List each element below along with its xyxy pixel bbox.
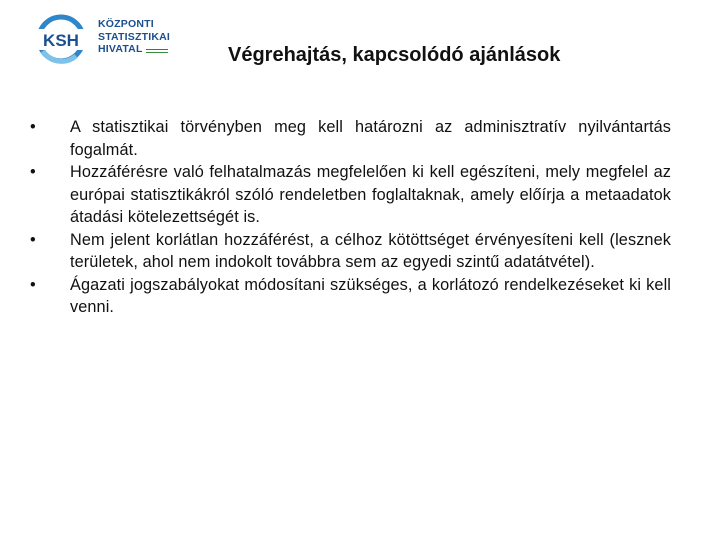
slide-title: Végrehajtás, kapcsolódó ajánlások xyxy=(228,44,561,66)
bullet-text: A statisztikai törvényben meg kell határozni az adminisztratív nyilvántartás fogalmát. xyxy=(70,118,671,159)
logo-line-2: STATISZTIKAI xyxy=(98,30,171,43)
logo-line-3: HIVATAL xyxy=(98,43,143,55)
logo-flag-stripes xyxy=(146,49,168,53)
bullet-text: Nem jelent korlátlan hozzáférést, a célhoz kötöttséget érvényesíteni kell (lesznek területek, ahol nem indokolt továbbra sem az egyedi szintű adatátvétel). xyxy=(70,230,671,271)
ksh-logo-abbr: KSH xyxy=(43,31,79,50)
bullet-item xyxy=(30,229,671,274)
bullet-text: Ágazati jogszabályokat módosítani szükséges, a korlátozó rendelkezéseket ki kell venni. xyxy=(70,275,671,316)
bullet-item xyxy=(30,161,671,229)
bullet-list xyxy=(30,116,671,319)
ksh-logo xyxy=(30,12,180,68)
bullet-marker: • xyxy=(30,163,36,181)
bullet-marker: • xyxy=(30,275,36,294)
logo-line-1: KÖZPONTI xyxy=(98,18,154,30)
slide-body xyxy=(30,116,671,319)
bullet-item xyxy=(30,274,671,319)
bullet-item xyxy=(30,116,671,161)
bullet-text: Hozzáférésre való felhatalmazás megfelelően ki kell egészíteni, mely megfelel az európai statisztikákról szóló rendeletben foglaltaknak, amely előírja a metaadatok átadási kötelezettségét is. xyxy=(70,163,671,226)
bullet-marker: • xyxy=(30,230,36,249)
bullet-marker: • xyxy=(30,118,36,136)
ksh-logo-mark xyxy=(30,12,96,68)
